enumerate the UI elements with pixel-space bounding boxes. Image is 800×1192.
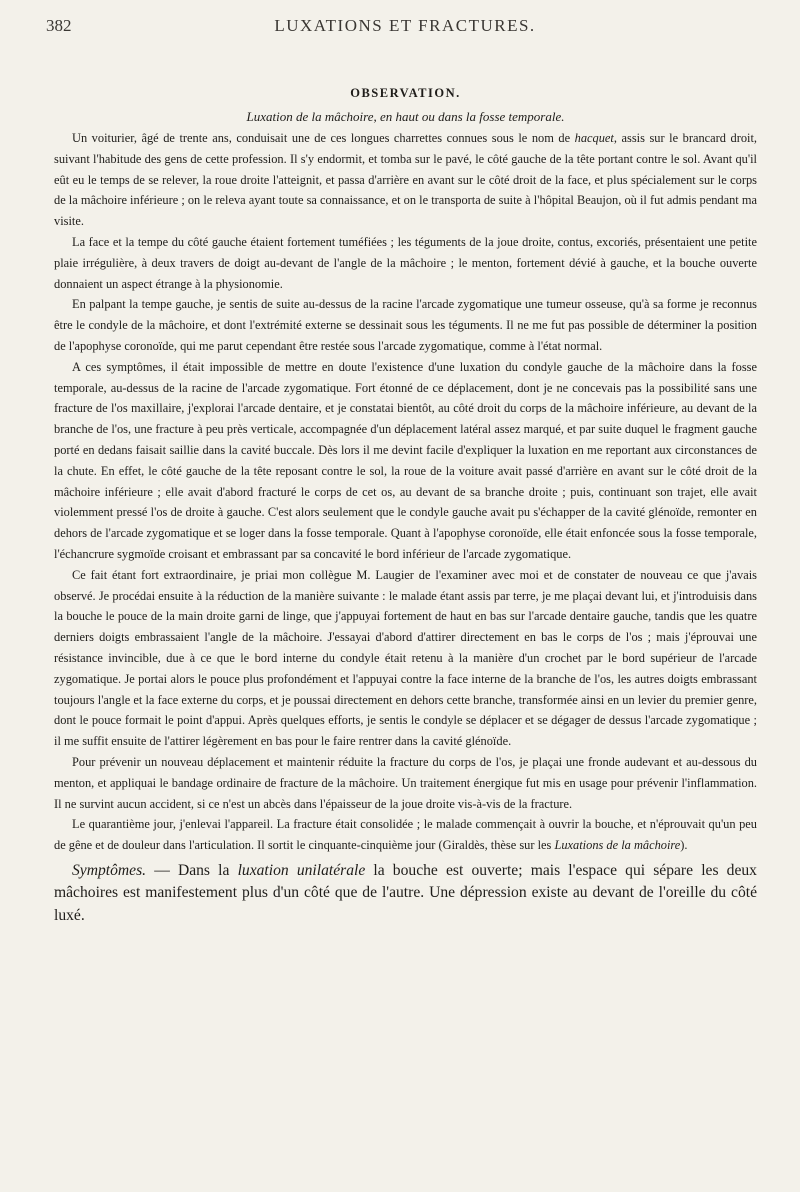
paragraph: A ces symptômes, il était impossible de mettre en doute l'existence d'une luxation du condyle gauche de la mâchoire dans la fosse temporale, au-dessus de la racine de l'arcade zygomatique. Fort étonné de ce déplacement, dont je ne concevais pas la possibilité sans une fracture de l'os maxillaire, j'explorai l'arcade dentaire, et je constatai bientôt, au côté droit du corps de la mâchoire inférieure, au devant de la branche de l'os, une fracture à peu près verticale, accompagnée d'un déplacement latéral assez marqué, et par suite duquel le fragment gauche porté en dedans faisait saillie dans la cavité buccale. Dès lors il me devint facile d'expliquer la luxation en me reportant aux circonstances de la chute. En effet, le côté gauche de la tête reposant contre le sol, la roue de la voiture avait passé d'arrière en avant sur le côté droit de la mâchoire inférieure ; elle avait d'abord fracturé le corps de cet os, au devant de sa branche droite ; puis, continuant son trajet, elle avait violemment pressé l'os de droite à gauche. C'est alors seulement que le condyle gauche avait pu s'échapper de la cavité glénoïde, remonter en dehors de l'arcade zygomatique et se loger dans la fosse temporale. Quant à l'apophyse coronoïde, elle était enfoncée sous la fosse temporale, l'échancrure sygmoïde croisant et embrassant par sa concavité le bord inférieur de l'arcade zygomatique. <box>54 359 757 561</box>
page-content <box>54 82 757 927</box>
observation-subtitle: Luxation de la mâchoire, en haut ou dans la fosse temporale. <box>246 109 565 124</box>
paragraph: Ce fait étant fort extraordinaire, je priai mon collègue M. Laugier de l'examiner avec moi et de constater de nouveau ce que j'avais observé. Je procédai ensuite à la réduction de la manière suivante : le malade étant assis par terre, je me plaçai devant lui, et j'introduisis dans la bouche le pouce de la main droite garni de linge, que j'appuyai fortement de haut en bas sur l'arcade dentaire gauche, tandis que les quatre derniers doigts embrassaient l'angle de la mâchoire. J'essayai d'abord d'attirer directement en bas le corps de l'os ; mais j'éprouvai une résistance invincible, due à ce que le bord interne du condyle était retenu à la manière d'un crochet par le bord supérieur de l'arcade zygomatique. Je portai alors le pouce plus profondément et l'appuyai contre la face interne de la branche de l'os, les autres doigts embrassant toujours l'angle et la face externe du corps, et je poussai directement en dehors cette branche, transformée ainsi en un levier du premier genre, dont le pouce formait le point d'appui. Après quelques efforts, je sentis le condyle se déplacer et se dégager de dessus l'arcade zygomatique ; il me suffit ensuite de l'attirer légèrement en bas pour le faire rentrer dans la cavité glénoïde. <box>54 567 757 749</box>
running-title: LUXATIONS ET FRACTURES. <box>274 16 536 35</box>
paragraph: Un voiturier, âgé de trente ans, conduisait une de ces longues charrettes connues sous le nom de hacquet, assis sur le brancard droit, suivant l'habitude des gens de cette profession. Il s'y endormit, et tomba sur le pavé, le côté gauche de la tête portant contre le sol. Avant qu'il eût eu le temps de se relever, la roue droite l'atteignit, et passa d'arrière en avant sur le côté droit de la face, et plus spécialement sur le corps de la mâchoire inférieure ; on le releva ayant toute sa connaissance, et on le transporta de suite à l'hôpital Beaujon, où il fut admis pendant ma visite. <box>54 131 757 229</box>
paragraph: En palpant la tempe gauche, je sentis de suite au-dessus de la racine l'arcade zygomatique une tumeur osseuse, qu'à sa forme je reconnus être le condyle de la mâchoire, et dont l'extrémité externe se dessinait sous les téguments. Il ne me fut pas possible de déterminer la position de l'apophyse coronoïde, qui me parut cependant être restée sous l'arcade zygomatique, comme à l'état normal. <box>54 297 757 353</box>
paragraph: Pour prévenir un nouveau déplacement et maintenir réduite la fracture du corps de l'os, je plaçai une fronde audevant et au-dessous du menton, et appliquai le bandage ordinaire de fracture de la mâchoire. Un traitement énergique fut mis en usage pour prévenir l'inflammation. Il ne survint aucun accident, si ce n'est un abcès dans l'épaisseur de la joue droite vis-à-vis de la fracture. <box>54 754 757 811</box>
paragraph: Le quarantième jour, j'enlevai l'appareil. La fracture était consolidée ; le malade commençait à ouvrir la bouche, et n'éprouvait qu'un peu de gêne et de douleur dans l'articulation. Il sortit le cinquante-cinquième jour (Giraldès, thèse sur les Luxations de la mâchoire). <box>54 817 757 853</box>
symptoms-paragraph: Symptômes. — Dans la luxation unilatérale la bouche est ouverte; mais l'espace qui sépare les deux mâchoires est manifestement plus d'un côté que de l'autre. Une dépression existe au devant de l'oreille du côté luxé. <box>54 861 757 924</box>
observation-heading: OBSERVATION. <box>350 86 461 100</box>
page-number: 382 <box>46 16 72 35</box>
paragraph: La face et la tempe du côté gauche étaient fortement tuméfiées ; les téguments de la joue droite, contus, excoriés, présentaient une petite plaie irrégulière, à deux travers de doigt au-devant de l'angle de la mâchoire ; le menton, fortement dévié à gauche, et la bouche ouverte donnaient un aspect étrange à la physionomie. <box>54 234 757 291</box>
symptoms-label: Symptômes. <box>72 861 147 879</box>
observation-body <box>54 128 757 856</box>
page-header <box>46 16 764 46</box>
